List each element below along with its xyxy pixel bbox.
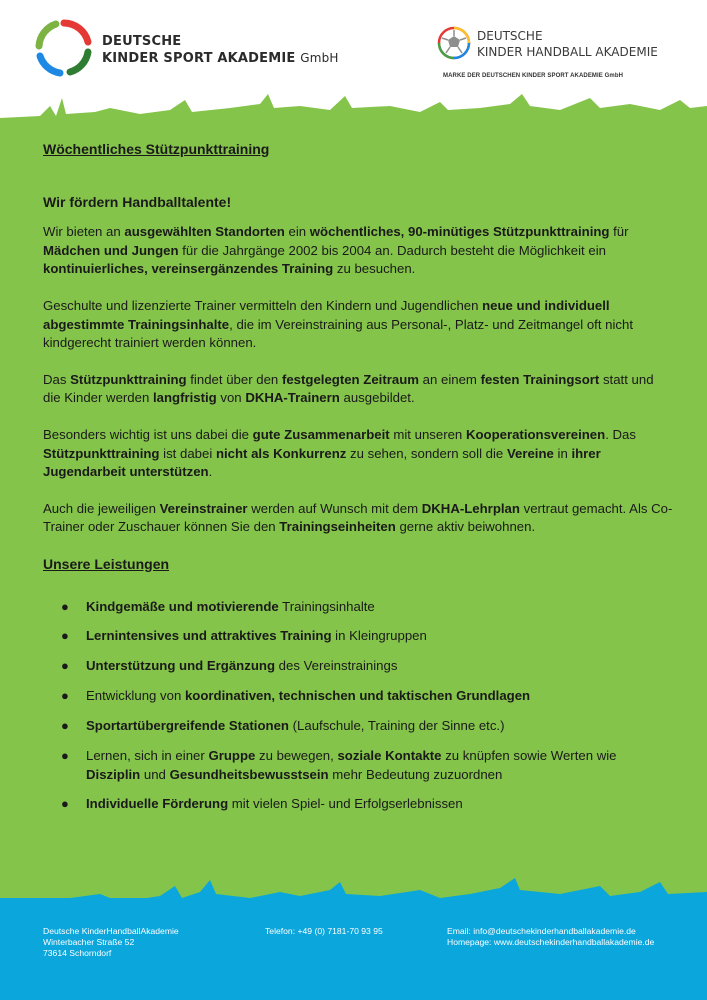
list-item [43,795,673,814]
bold-text: Stützpunkttraining [43,445,160,461]
page-footer [0,898,707,1000]
footer-email: Email: info@deutschekinderhandballakademie.de [447,926,636,936]
bold-text: kontinuierliches, vereinsergänzendes Training [43,261,334,277]
text-run: , die im Vereinstraining aus Personal-, Platz- und Zeitmangel oft nicht kindgerecht trainiert werden können. [43,316,634,351]
text-run: zu besuchen. [333,261,416,277]
text-run: werden auf Wunsch mit dem [247,500,422,516]
bold-text: DKHA-Lehrplan [421,500,520,516]
list-item [43,657,673,676]
dksa-brand-text [102,34,339,67]
bold-text: Mädchen und Jungen [43,242,179,258]
text-run: Trainingsinhalte [278,598,375,614]
bold-text: Vereine [506,445,554,461]
bold-text: Unterstützung und Ergänzung [86,658,275,674]
text-run: zu sehen, sondern soll die [346,445,507,461]
text-run: gerne aktiv beiwohnen. [395,519,536,535]
dksa-logo [34,18,339,78]
text-run: und [140,766,170,782]
list-item [43,598,673,617]
bold-text: festgelegten Zeitraum [281,371,419,387]
page-title: Wöchentliches Stützpunkttraining [43,141,270,157]
text-run: ist dabei [159,445,216,461]
bold-text: Individuelle Förderung [86,796,229,812]
bold-text: Lernintensives und attraktives Training [86,628,332,644]
paragraph [43,500,673,537]
text-run: mit unseren [389,426,466,442]
dksa-brand-suffix: GmbH [300,51,339,65]
service-list [43,598,673,815]
dkha-brand-line2: KINDER HANDBALL AKADEMIE [477,45,658,59]
bold-text: Vereinstrainer [159,500,248,516]
footer-phone: Telefon: +49 (0) 7181-70 93 95 [265,926,383,936]
footer-company-name: Deutsche KinderHandballAkademie [43,926,179,936]
bold-text: langfristig [152,390,217,406]
bold-text: Gesundheitsbewusstsein [169,766,329,782]
ring-logo-icon [34,18,94,78]
bold-text: DKHA-Trainern [245,390,340,406]
bold-text: ihrer Jugendarbeit unterstützen [43,445,601,480]
bold-text: Kooperationsvereinen [465,426,606,442]
bullet-icon: ● [61,747,69,763]
text-run: Entwicklung von [86,688,185,704]
text-run: Besonders wichtig ist uns dabei die [43,426,253,442]
bold-text: ausgewählten Standorten [124,224,285,240]
text-run: des Vereinstrainings [275,658,398,674]
dkha-brand-text [477,28,658,60]
bold-text: Disziplin [86,766,141,782]
dkha-brand-line1: DEUTSCHE [477,29,543,43]
footer-contact [447,926,654,948]
text-run: ein [284,224,310,240]
bold-text: Kindgemäße und motivierende [86,598,279,614]
list-item [43,747,673,784]
text-run: (Laufschule, Training der Sinne etc.) [288,718,505,734]
list-item [43,717,673,736]
bold-text: Trainingseinheiten [279,519,396,535]
bold-text: koordinativen, technischen und taktischen Grundlagen [184,688,531,704]
bullet-icon: ● [61,718,69,734]
subtitle: Wir fördern Handballtalente! [43,193,232,210]
bold-text: wöchentliches, 90-minütiges Stützpunkttraining [309,224,610,240]
text-run: Wir bieten an [43,224,125,240]
text-run: Auch die jeweiligen [43,500,160,516]
text-run: von [216,390,246,406]
bold-text: Sportartübergreifende Stationen [86,718,289,734]
list-item [43,687,673,706]
text-run: findet über den [186,371,282,387]
paragraph [43,371,673,408]
paragraphs [43,223,673,537]
bold-text: Stützpunkttraining [70,371,187,387]
paragraph [43,297,673,353]
handball-icon [437,26,471,60]
text-run: ausgebildet. [339,390,415,406]
list-item [43,627,673,646]
text-run: mit vielen Spiel- und Erfolgserlebnissen [228,796,463,812]
text-run: . [208,464,213,480]
bold-text: Gruppe [208,747,256,763]
dksa-brand-line2: KINDER SPORT AKADEMIE [102,51,296,66]
bold-text: soziale Kontakte [337,747,442,763]
bold-text: gute Zusammenarbeit [252,426,390,442]
text-run: . Das [605,426,636,442]
text-run: zu bewegen, [255,747,338,763]
footer-city: 73614 Schorndorf [43,948,112,958]
text-run: in [553,445,572,461]
text-run: mehr Bedeutung zuzuordnen [328,766,503,782]
text-run: Geschulte und lizenzierte Trainer vermitteln den Kindern und Jugendlichen [43,297,483,313]
bold-text: neue und individuell abgestimmte Trainingsinhalte [43,297,610,332]
bold-text: nicht als Konkurrenz [215,445,347,461]
footer-street: Winterbacher Straße 52 [43,937,135,947]
dkha-tagline: MARKE DER DEUTSCHEN KINDER SPORT AKADEMIE GmbH [443,73,624,79]
bold-text: festen Trainingsort [480,371,600,387]
paragraph [43,426,673,482]
bullet-icon: ● [61,688,69,704]
text-run: an einem [418,371,481,387]
text-run: in Kleingruppen [331,628,427,644]
text-run: statt und die Kinder werden [43,371,654,406]
dkha-logo [437,26,687,86]
bullet-icon: ● [61,598,69,614]
text-run: vertraut gemacht. Als Co-Trainer oder Zuschauer können Sie den [43,500,673,535]
text-run: Lernen, sich in einer [86,747,209,763]
text-run: für [609,224,629,240]
bullet-icon: ● [61,796,69,812]
bullet-icon: ● [61,628,69,644]
footer-address [43,926,179,959]
text-run: Das [43,371,71,387]
dksa-brand-line1: DEUTSCHE [102,34,182,49]
document-body [43,140,673,825]
bullet-icon: ● [61,658,69,674]
text-run: für die Jahrgänge 2002 bis 2004 an. Dadurch besteht die Möglichkeit ein [178,242,606,258]
text-run: zu knüpfen sowie Werten wie [441,747,617,763]
paragraph [43,223,673,279]
footer-homepage: Homepage: www.deutschekinderhandballakademie.de [447,937,655,947]
section-title: Unsere Leistungen [43,555,170,572]
